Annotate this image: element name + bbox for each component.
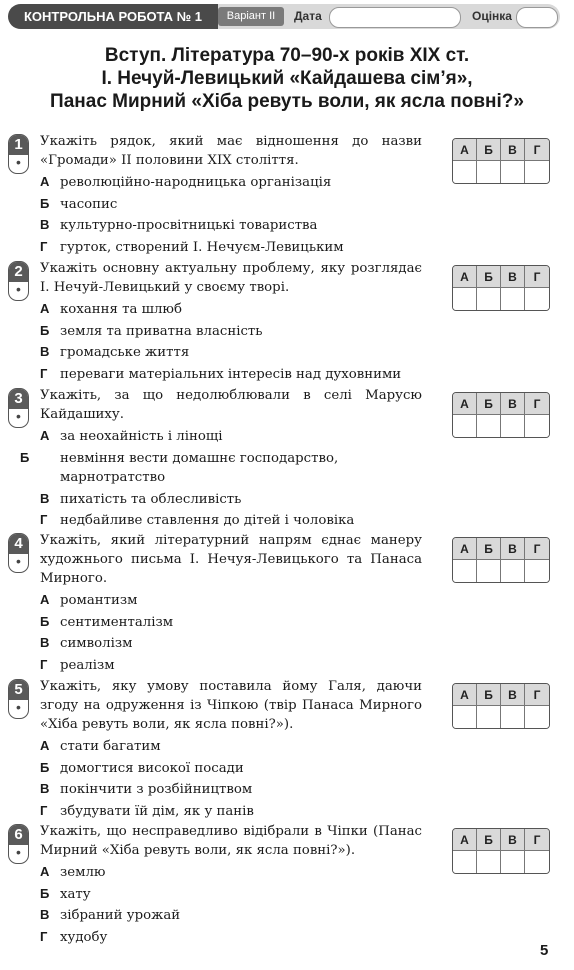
option-text: збудувати їй дім, як у панів — [60, 803, 254, 819]
option-v — [40, 779, 422, 801]
question-number-badge — [8, 261, 29, 301]
answer-cell-a[interactable] — [453, 560, 477, 582]
option-text: худобу — [60, 929, 108, 945]
title-line-1: Вступ. Література 70–90-х років XIX ст. — [104, 45, 470, 66]
grid-header-b: Б — [477, 266, 501, 288]
question-number: 1 — [9, 135, 28, 155]
option-letter: Б — [40, 195, 50, 211]
option-letter: В — [40, 907, 50, 922]
option-letter: Г — [40, 802, 48, 818]
question-stem: Укажіть, що несправедливо відібрали в Чіпки (Панас Мирний «Хіба ревуть воли, як ясла повні?»). — [40, 824, 422, 858]
date-label: Дата — [294, 9, 322, 23]
dot-icon: • — [16, 154, 21, 170]
option-letter: Б — [40, 613, 50, 629]
option-b — [40, 194, 422, 216]
option-letter: А — [40, 592, 50, 607]
option-letter: Г — [40, 365, 48, 381]
grade-field[interactable] — [516, 7, 558, 28]
dot-icon: • — [16, 844, 21, 860]
answer-cell-g[interactable] — [525, 288, 549, 310]
option-v — [40, 215, 422, 237]
option-letter: В — [40, 490, 50, 506]
question-number: 3 — [9, 389, 28, 409]
question-number-badge — [8, 824, 29, 864]
question-stem: Укажіть рядок, який має відношення до назви «Громади» ІІ половини XIX століття. — [40, 134, 422, 168]
grid-header-v: В — [501, 266, 525, 288]
option-text: невміння вести домашнє господарство, марнотратство — [60, 450, 339, 485]
option-v — [40, 905, 422, 927]
grid-header-b: Б — [477, 393, 501, 415]
option-text: культурно-просвітницькі товариства — [60, 218, 318, 233]
option-a — [40, 590, 422, 612]
grid-header-v: В — [501, 393, 525, 415]
answer-cell-v[interactable] — [501, 706, 525, 728]
answer-cell-b[interactable] — [477, 415, 501, 437]
question-body — [40, 677, 422, 822]
answer-cell-g[interactable] — [525, 560, 549, 582]
answer-cell-a[interactable] — [453, 288, 477, 310]
grid-header-a: А — [453, 393, 477, 415]
question-number: 6 — [9, 825, 28, 845]
grid-header-b: Б — [477, 139, 501, 161]
title-line-2: І. Нечуй-Левицький «Кайдашева сім’я», — [101, 68, 473, 89]
option-text: романтизм — [60, 593, 138, 608]
title-line-3: Панас Мирний «Хіба ревуть воли, як ясла повні?» — [50, 91, 524, 112]
option-b — [20, 448, 422, 487]
option-g — [40, 364, 422, 386]
option-text: за неохайність і лінощі — [60, 429, 223, 444]
grid-header-a: А — [453, 684, 477, 706]
answer-cell-g[interactable] — [525, 161, 549, 183]
option-a — [40, 172, 422, 194]
question-body — [40, 259, 422, 385]
test-title-label: КОНТРОЛЬНА РОБОТА № 1 — [8, 4, 218, 29]
answer-cell-b[interactable] — [477, 706, 501, 728]
answer-cell-b[interactable] — [477, 851, 501, 873]
option-v — [40, 633, 422, 655]
grid-header-a: А — [453, 829, 477, 851]
question-number-badge — [8, 388, 29, 428]
option-letter: В — [40, 217, 50, 232]
option-text: сентименталізм — [60, 614, 174, 630]
option-text: зібраний урожай — [60, 908, 181, 923]
grid-header-v: В — [501, 538, 525, 560]
option-letter: В — [40, 781, 50, 796]
answer-cell-b[interactable] — [477, 560, 501, 582]
option-text: недбайливе ставлення до дітей і чоловіка — [60, 513, 355, 528]
grid-header-g: Г — [525, 829, 549, 851]
question-body — [40, 132, 422, 258]
option-text: стати багатим — [60, 739, 161, 754]
answer-cell-a[interactable] — [453, 706, 477, 728]
option-text: землю — [60, 865, 106, 880]
question-body — [40, 822, 422, 948]
option-g — [40, 927, 422, 949]
answer-cell-v[interactable] — [501, 415, 525, 437]
question-body — [40, 531, 422, 676]
option-text: переваги матеріальних інтересів над духовними — [60, 366, 402, 382]
option-letter: А — [40, 174, 50, 189]
option-letter: Г — [40, 928, 48, 944]
option-letter: Б — [40, 885, 50, 901]
option-letter: Б — [40, 759, 50, 775]
option-a — [40, 736, 422, 758]
question-number: 2 — [9, 262, 28, 282]
answer-grid — [452, 138, 550, 184]
answer-cell-a[interactable] — [453, 851, 477, 873]
grid-header-g: Г — [525, 684, 549, 706]
dot-icon: • — [16, 281, 21, 297]
answer-grid — [452, 265, 550, 311]
question-number: 5 — [9, 680, 28, 700]
option-b — [40, 758, 422, 780]
option-letter: В — [40, 344, 50, 359]
answer-cell-a[interactable] — [453, 161, 477, 183]
answer-cell-v[interactable] — [501, 560, 525, 582]
question-body — [20, 386, 422, 532]
option-text: часопис — [60, 196, 118, 212]
answer-grid — [452, 683, 550, 729]
option-b — [40, 321, 422, 343]
grid-header-g: Г — [525, 393, 549, 415]
question-number-badge — [8, 679, 29, 719]
answer-cell-v[interactable] — [501, 851, 525, 873]
option-v — [40, 489, 422, 511]
grid-header-g: Г — [525, 139, 549, 161]
question-stem: Укажіть, за що недолюблювали в селі Марусю Кайдашиху. — [40, 388, 422, 422]
option-text: кохання та шлюб — [60, 302, 182, 317]
grid-header-v: В — [501, 829, 525, 851]
answer-cell-v[interactable] — [501, 161, 525, 183]
grid-header-b: Б — [477, 538, 501, 560]
grid-header-a: А — [453, 538, 477, 560]
dot-icon: • — [16, 699, 21, 715]
date-field[interactable] — [329, 7, 461, 28]
option-a — [40, 299, 422, 321]
option-text: хату — [60, 886, 91, 902]
option-a — [40, 426, 422, 448]
answer-cell-g[interactable] — [525, 851, 549, 873]
option-text: земля та приватна власність — [60, 323, 263, 339]
dot-icon: • — [16, 553, 21, 569]
question-stem: Укажіть, який літературний напрям єднає манеру художнього письма І. Нечуя-Левицького та Панаса Мирного. — [40, 533, 422, 586]
option-g — [40, 510, 422, 532]
answer-cell-a[interactable] — [453, 415, 477, 437]
option-v — [40, 342, 422, 364]
question-number-badge — [8, 533, 29, 573]
option-g — [40, 801, 422, 823]
option-text: домогтися високої посади — [60, 760, 244, 776]
question-number: 4 — [9, 534, 28, 554]
option-text: гурток, створений І. Нечуєм-Левицьким — [60, 239, 344, 255]
answer-grid — [452, 828, 550, 874]
grid-header-g: Г — [525, 538, 549, 560]
option-letter: Б — [20, 449, 30, 465]
option-letter: А — [40, 428, 50, 443]
option-letter: Г — [40, 656, 48, 672]
option-text: символізм — [60, 636, 133, 651]
option-letter: В — [40, 635, 50, 650]
answer-cell-g[interactable] — [525, 415, 549, 437]
grid-header-g: Г — [525, 266, 549, 288]
option-letter: А — [40, 301, 50, 316]
option-text: покінчити з розбійництвом — [60, 782, 253, 797]
grid-header-v: В — [501, 684, 525, 706]
option-b — [40, 884, 422, 906]
option-a — [40, 862, 422, 884]
option-letter: А — [40, 738, 50, 753]
grid-header-b: Б — [477, 829, 501, 851]
option-letter: Г — [40, 512, 48, 527]
page-number: 5 — [540, 942, 549, 959]
option-text: революційно-народницька організація — [60, 175, 332, 190]
option-letter: Б — [40, 322, 50, 338]
question-number-badge — [8, 134, 29, 174]
variant-badge: Варіант ІІ — [218, 7, 284, 26]
grid-header-a: А — [453, 139, 477, 161]
answer-grid — [452, 537, 550, 583]
grade-label: Оцінка — [472, 9, 512, 23]
option-b — [40, 612, 422, 634]
option-text: громадське життя — [60, 345, 190, 360]
option-g — [40, 655, 422, 677]
answer-cell-b[interactable] — [477, 288, 501, 310]
grid-header-v: В — [501, 139, 525, 161]
answer-cell-v[interactable] — [501, 288, 525, 310]
option-letter: Г — [40, 238, 48, 254]
option-g — [40, 237, 422, 259]
grid-header-a: А — [453, 266, 477, 288]
dot-icon: • — [16, 408, 21, 424]
option-letter: А — [40, 864, 50, 879]
answer-cell-g[interactable] — [525, 706, 549, 728]
option-text: реалізм — [60, 657, 115, 673]
answer-cell-b[interactable] — [477, 161, 501, 183]
question-stem: Укажіть основну актуальну проблему, яку розглядає І. Нечуй-Левицький у своєму творі. — [40, 261, 422, 295]
question-stem: Укажіть, яку умову поставила йому Галя, даючи згоду на одруження із Чіпкою (твір Панаса Мирного «Хіба ревуть воли, як ясла повні?»). — [40, 679, 422, 732]
page-title — [0, 44, 574, 113]
grid-header-b: Б — [477, 684, 501, 706]
answer-grid — [452, 392, 550, 438]
test-header-bar — [8, 4, 560, 29]
option-text: пихатість та облесливість — [60, 491, 242, 507]
